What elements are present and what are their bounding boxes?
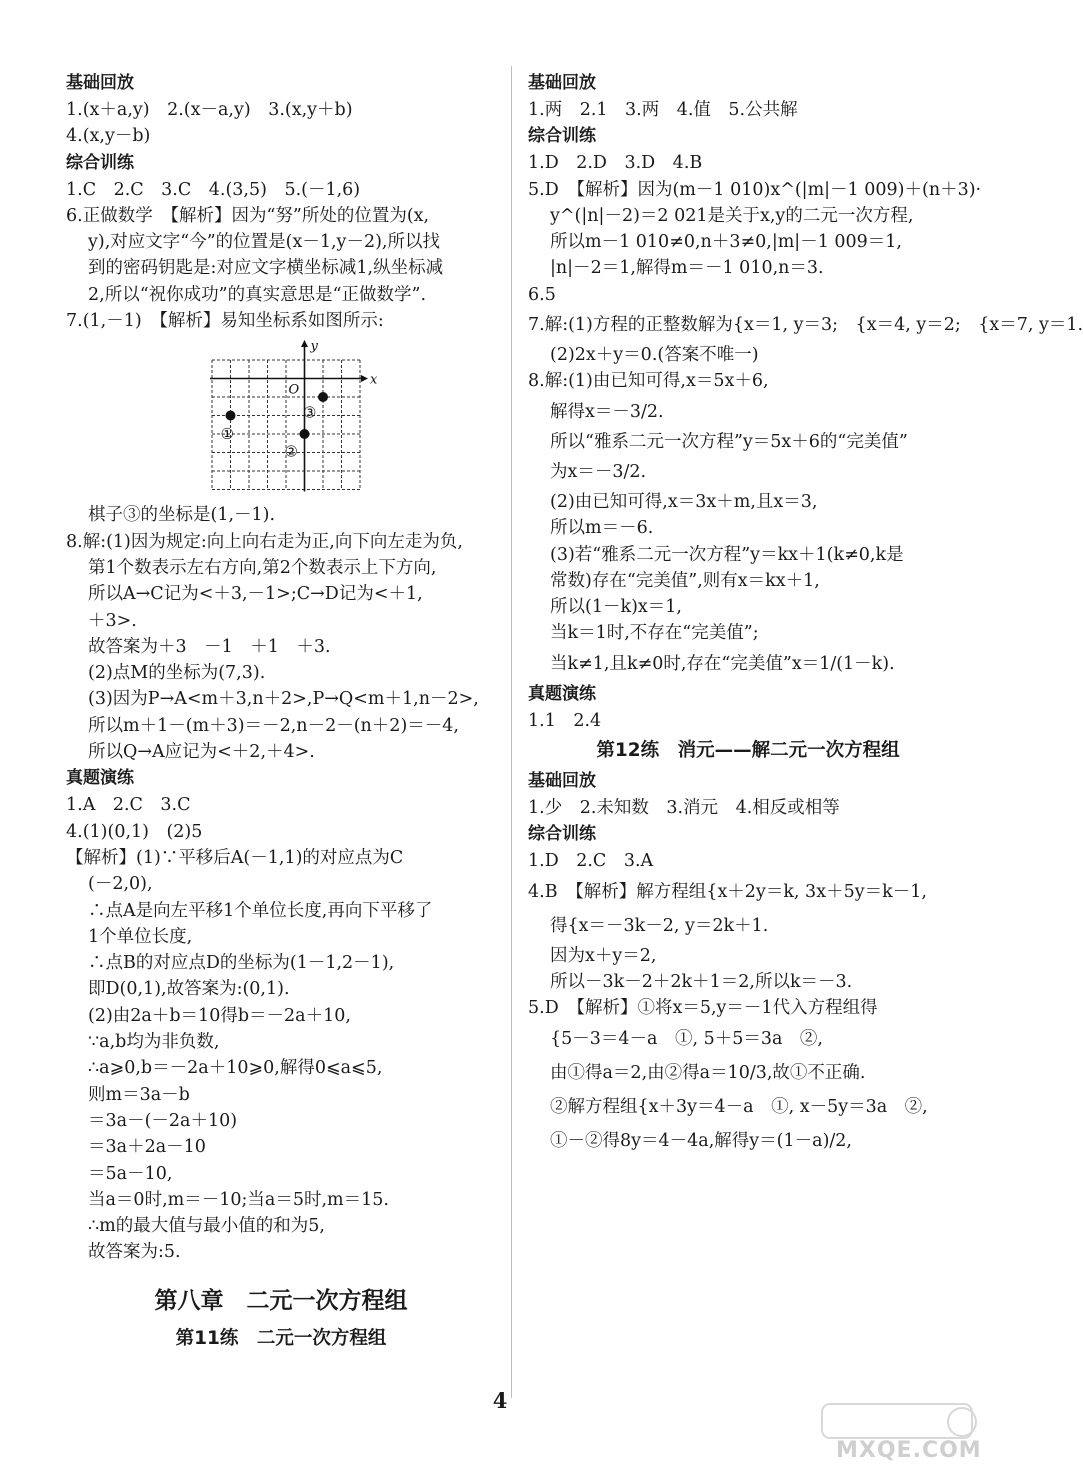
answer-line: (－2,0),: [88, 874, 153, 895]
watermark-text: MXQE.COM: [836, 1438, 982, 1463]
answer-line: 当a＝0时,m＝－10;当a＝5时,m＝15.: [88, 1189, 389, 1210]
answer-line: 故答案为:5.: [88, 1242, 181, 1263]
answer-line: 7.(1,－1) 【解析】易知坐标系如图所示:: [66, 311, 384, 332]
answer-line: ＝5a－10,: [88, 1163, 173, 1184]
answer-line: 8.解:(1)由已知可得,x＝5x＋6,: [528, 371, 769, 392]
answer-line: 1.两 2.1 3.两 4.值 5.公共解: [528, 100, 798, 120]
answer-line: |n|－2＝1,解得m＝－1 010,n＝3.: [550, 258, 824, 279]
answer-line: 当k≠1,且k≠0时,存在“完美值”x＝1/(1－k).: [550, 653, 895, 674]
answer-line: 6.5: [528, 284, 556, 305]
answer-line: 1.D 2.C 3.A: [528, 851, 654, 872]
answer-line: 所以m＝－6.: [550, 518, 654, 539]
answer-line: ②解方程组{x＋3y＝4－a ①, x－5y＝3a ②,: [550, 1096, 928, 1117]
chess-piece-dot: [318, 392, 328, 402]
answer-line: 由①得a＝2,由②得a＝10/3,故①不正确.: [550, 1062, 866, 1083]
answer-line: ＋3>.: [88, 610, 137, 631]
answer-line: 得{x＝－3k－2, y＝2k＋1.: [550, 915, 769, 936]
answer-line: 所以A→C记为<＋3,－1>;C→D记为<＋1,: [88, 584, 423, 605]
answer-line: 所以“雅系二元一次方程”y＝5x＋6的“完美值”: [550, 431, 908, 452]
section-heading: 真题演练: [66, 768, 134, 789]
column-divider: [511, 66, 512, 1398]
exercise-title: 第11练 二元一次方程组: [175, 1327, 387, 1349]
section-heading: 基础回放: [66, 73, 134, 93]
answer-line: ∴点A是向左平移1个单位长度,再向下平移了: [88, 900, 433, 921]
x-axis-arrow-icon: [361, 375, 368, 382]
answer-line: (2)由已知可得,x＝3x＋m,且x＝3,: [550, 491, 818, 512]
chess-piece-dot: [300, 429, 310, 439]
y-axis-arrow-icon: [301, 340, 308, 347]
answer-line: (3)若“雅系二元一次方程”y＝kx＋1(k≠0,k是: [550, 544, 904, 565]
answer-line: ①－②得8y＝4－4a,解得y＝(1－a)/2,: [550, 1130, 852, 1151]
answer-line: 2,所以“祝你成功”的真实意思是“正做数学”.: [88, 284, 427, 305]
x-axis-label: x: [370, 372, 378, 388]
answer-line: 6.正做数学 【解析】因为“努”所处的位置为(x,: [66, 205, 430, 226]
section-heading: 基础回放: [528, 771, 596, 792]
chapter-title: 第八章 二元一次方程组: [154, 1287, 408, 1314]
answer-line: 所以m＋1－(m＋3)＝－2,n－2－(n＋2)＝－4,: [88, 715, 459, 736]
section-heading: 综合训练: [66, 152, 134, 173]
answer-line: 棋子③的坐标是(1,－1).: [88, 505, 276, 526]
answer-line: 第1个数表示左右方向,第2个数表示上下方向,: [88, 557, 437, 578]
chess-piece-label: ①: [220, 425, 234, 444]
answer-line: 解得x＝－3/2.: [550, 401, 664, 422]
answer-line: (2)点M的坐标为(7,3).: [88, 663, 266, 684]
answer-line: 故答案为＋3 －1 ＋1 ＋3.: [88, 636, 331, 657]
answer-line: 所以－3k－2＋2k＋1＝2,所以k＝－3.: [550, 971, 853, 992]
answer-line: (2)由2a＋b＝10得b＝－2a＋10,: [88, 1005, 351, 1026]
answer-line: 4.(x,y－b): [66, 126, 151, 147]
answer-line: ∴点B的对应点D的坐标为(1－1,2－1),: [88, 953, 395, 974]
chess-piece-label: ③: [303, 403, 317, 422]
answer-line: 到的密码钥匙是:对应文字横坐标减1,纵坐标减: [88, 258, 444, 279]
answer-line: {5－3＝4－a ①, 5＋5＝3a ②,: [550, 1028, 823, 1049]
section-heading: 基础回放: [528, 73, 596, 93]
answer-line: (2)2x＋y＝0.(答案不唯一): [550, 345, 759, 366]
chess-piece-label: ②: [284, 442, 298, 461]
answer-line: ∴m的最大值与最小值的和为5,: [88, 1216, 325, 1237]
answer-line: 1.(x＋a,y) 2.(x－a,y) 3.(x,y＋b): [66, 100, 353, 120]
answer-line: 因为x＋y＝2,: [550, 945, 657, 966]
answer-line: 即D(0,1),故答案为:(0,1).: [88, 979, 290, 1000]
answer-line: 当k＝1时,不存在“完美值”;: [550, 623, 759, 644]
answer-line: 为x＝－3/2.: [550, 461, 647, 482]
answer-line: 1.A 2.C 3.C: [66, 795, 191, 816]
answer-line: 8.解:(1)因为规定:向上向右走为正,向下向左走为负,: [66, 531, 463, 552]
answer-line: 1.少 2.未知数 3.消元 4.相反或相等: [528, 798, 840, 819]
answer-line: 所以m－1 010≠0,n＋3≠0,|m|－1 009＝1,: [550, 232, 902, 253]
answer-line: 5.D 【解析】因为(m－1 010)x^(|m|－1 009)＋(n＋3)·: [528, 179, 982, 200]
answer-line: 4.B 【解析】解方程组{x＋2y＝k, 3x＋5y＝k－1,: [528, 881, 927, 902]
answer-line: 所以(1－k)x＝1,: [550, 597, 682, 618]
answer-line: ∵a,b均为非负数,: [88, 1032, 220, 1053]
answer-line: 1.D 2.D 3.D 4.B: [528, 153, 703, 174]
answer-line: ＝3a－(－2a＋10): [88, 1110, 238, 1131]
page-number: 4: [492, 1388, 508, 1413]
answer-line: 所以Q→A应记为<＋2,＋4>.: [88, 742, 315, 763]
answer-line: ∴a⩾0,b＝－2a＋10⩾0,解得0⩽a⩽5,: [88, 1058, 383, 1079]
answer-line: 1个单位长度,: [88, 926, 193, 947]
section-heading: 综合训练: [528, 126, 596, 147]
origin-label: O: [288, 382, 300, 398]
left-column: [66, 70, 496, 1356]
answer-line: 4.(1)(0,1) (2)5: [66, 821, 203, 842]
right-column: [528, 70, 1083, 1158]
answer-line: 5.D 【解析】①将x＝5,y＝－1代入方程组得: [528, 998, 878, 1019]
section-heading: 综合训练: [528, 824, 596, 845]
answer-line: ＝3a＋2a－10: [88, 1137, 206, 1158]
exercise-title: 第12练 消元——解二元一次方程组: [596, 740, 900, 762]
answer-line: 【解析】(1)∵平移后A(－1,1)的对应点为C: [66, 847, 404, 868]
answer-line: 7.解:(1)方程的正整数解为{x＝1, y＝3; {x＝4, y＝2; {x＝7, y＝1.: [528, 315, 1083, 336]
section-heading: 真题演练: [528, 683, 596, 704]
answer-line: 则m＝3a－b: [88, 1084, 190, 1105]
answer-line: y^(|n|－2)＝2 021是关于x,y的二元一次方程,: [550, 205, 914, 226]
answer-line: y),对应文字“今”的位置是(x－1,y－2),所以找: [88, 232, 440, 253]
answer-line: 1.C 2.C 3.C 4.(3,5) 5.(－1,6): [66, 179, 361, 200]
answer-line: 1.1 2.4: [528, 710, 602, 731]
coordinate-grid-figure: [206, 338, 376, 498]
y-axis-label: y: [310, 339, 318, 355]
chess-piece-dot: [226, 411, 236, 421]
answer-line: 常数)存在“完美值”,则有x＝kx＋1,: [550, 570, 820, 591]
answer-line: (3)因为P→A<m＋3,n＋2>,P→Q<m＋1,n－2>,: [88, 689, 479, 710]
